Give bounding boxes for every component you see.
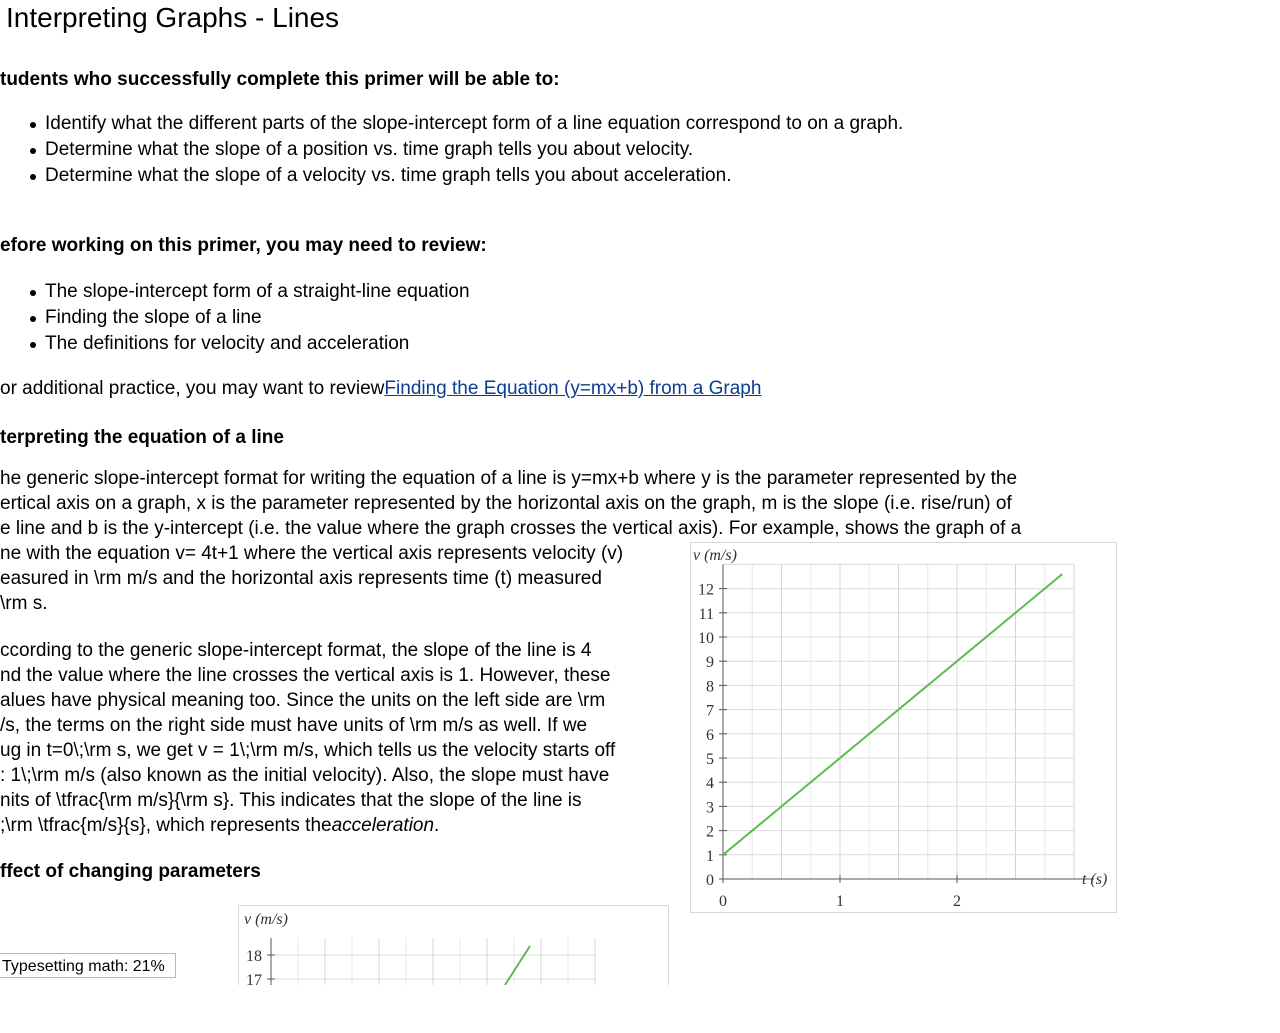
text-line: nits of \tfrac{\rm m/s}{\rm s}. This indicates that the slope of the line is <box>0 790 582 811</box>
y-tick-label: 3 <box>706 799 714 817</box>
text-line <box>0 813 615 838</box>
x-axis-label: t (s) <box>1082 871 1108 888</box>
x-tick-label: 0 <box>719 893 727 910</box>
y-tick-label: 8 <box>706 678 714 696</box>
section2-heading: ffect of changing parameters <box>0 861 261 882</box>
y-tick-label: 0 <box>706 872 714 889</box>
review-list <box>28 279 470 357</box>
y-tick-label: 5 <box>706 751 714 768</box>
velocity-graph-2 <box>238 905 669 985</box>
text-line: ertical axis on a graph, x is the parameter represented by the horizontal axis on the graph, m is the slope (i.e. rise/run) of <box>0 493 1012 514</box>
practice-prefix: or additional practice, you may want to review <box>0 378 385 399</box>
practice-line <box>0 376 761 401</box>
italic-term: acceleration <box>331 815 435 836</box>
text-line: : 1\;\rm m/s (also known as the initial velocity). Also, the slope must have <box>0 765 610 786</box>
y-axis-label: v (m/s) <box>244 911 288 928</box>
y-tick-label: 4 <box>706 775 714 793</box>
text-line: \rm s. <box>0 593 48 614</box>
list-item: Identify what the different parts of the slope-intercept form of a line equation correspond to on a graph. <box>28 111 903 137</box>
y-tick-label: 12 <box>698 581 714 599</box>
y-tick-label: 18 <box>246 948 262 965</box>
text-span: ;\rm \tfrac{m/s}{s}, which represents the <box>0 815 332 836</box>
y-axis-label: v (m/s) <box>693 547 737 564</box>
y-tick-label: 17 <box>246 972 262 985</box>
list-item: Determine what the slope of a position vs. time graph tells you about velocity. <box>28 137 903 163</box>
math-status-box: Typesetting math: 21% <box>0 953 176 978</box>
text-line: ccording to the generic slope-intercept format, the slope of the line is 4 <box>0 640 592 661</box>
text-line: e line and b is the y-intercept (i.e. the value where the graph crosses the vertical axis). For example, shows the graph of a <box>0 518 1022 539</box>
x-tick-label: 1 <box>836 893 844 910</box>
practice-link[interactable]: Finding the Equation (y=mx+b) from a Graph <box>384 378 762 399</box>
x-tick-label: 2 <box>953 893 961 910</box>
paragraph-2 <box>0 638 615 838</box>
list-item: Determine what the slope of a velocity vs. time graph tells you about acceleration. <box>28 163 903 189</box>
y-tick-label: 9 <box>706 654 714 672</box>
section1-heading: terpreting the equation of a line <box>0 427 284 448</box>
velocity-graph <box>690 542 1117 913</box>
list-item: The definitions for velocity and acceleration <box>28 331 470 357</box>
y-tick-label: 10 <box>698 630 714 647</box>
text-line: nd the value where the line crosses the vertical axis is 1. However, these <box>0 665 611 686</box>
objectives-list <box>28 111 903 189</box>
list-item: The slope-intercept form of a straight-line equation <box>28 279 470 305</box>
objectives-heading: tudents who successfully complete this primer will be able to: <box>0 69 560 90</box>
text-line: he generic slope-intercept format for writing the equation of a line is y=mx+b where y is the parameter represented by the <box>0 468 1018 489</box>
velocity-time-chart-2 <box>239 906 668 985</box>
text-line: alues have physical meaning too. Since the units on the left side are \rm <box>0 690 606 711</box>
review-heading: efore working on this primer, you may need to review: <box>0 235 487 256</box>
text-line: easured in \rm m/s and the horizontal axis represents time (t) measured <box>0 568 602 589</box>
text-line: /s, the terms on the right side must have units of \rm m/s as well. If we <box>0 715 588 736</box>
page-title: Interpreting Graphs - Lines <box>6 2 340 33</box>
y-tick-label: 2 <box>706 823 714 841</box>
data-series-line <box>723 574 1062 855</box>
text-span: . <box>434 815 440 836</box>
list-item: Finding the slope of a line <box>28 305 470 331</box>
y-tick-label: 11 <box>698 605 714 623</box>
y-tick-label: 7 <box>706 702 714 720</box>
text-line: ug in t=0\;\rm s, we get v = 1\;\rm m/s, which tells us the velocity starts off <box>0 740 616 761</box>
text-line: ne with the equation v= 4t+1 where the vertical axis represents velocity (v) <box>0 543 624 564</box>
y-tick-label: 1 <box>706 847 714 865</box>
velocity-time-chart <box>691 543 1116 912</box>
y-tick-label: 6 <box>706 726 714 744</box>
